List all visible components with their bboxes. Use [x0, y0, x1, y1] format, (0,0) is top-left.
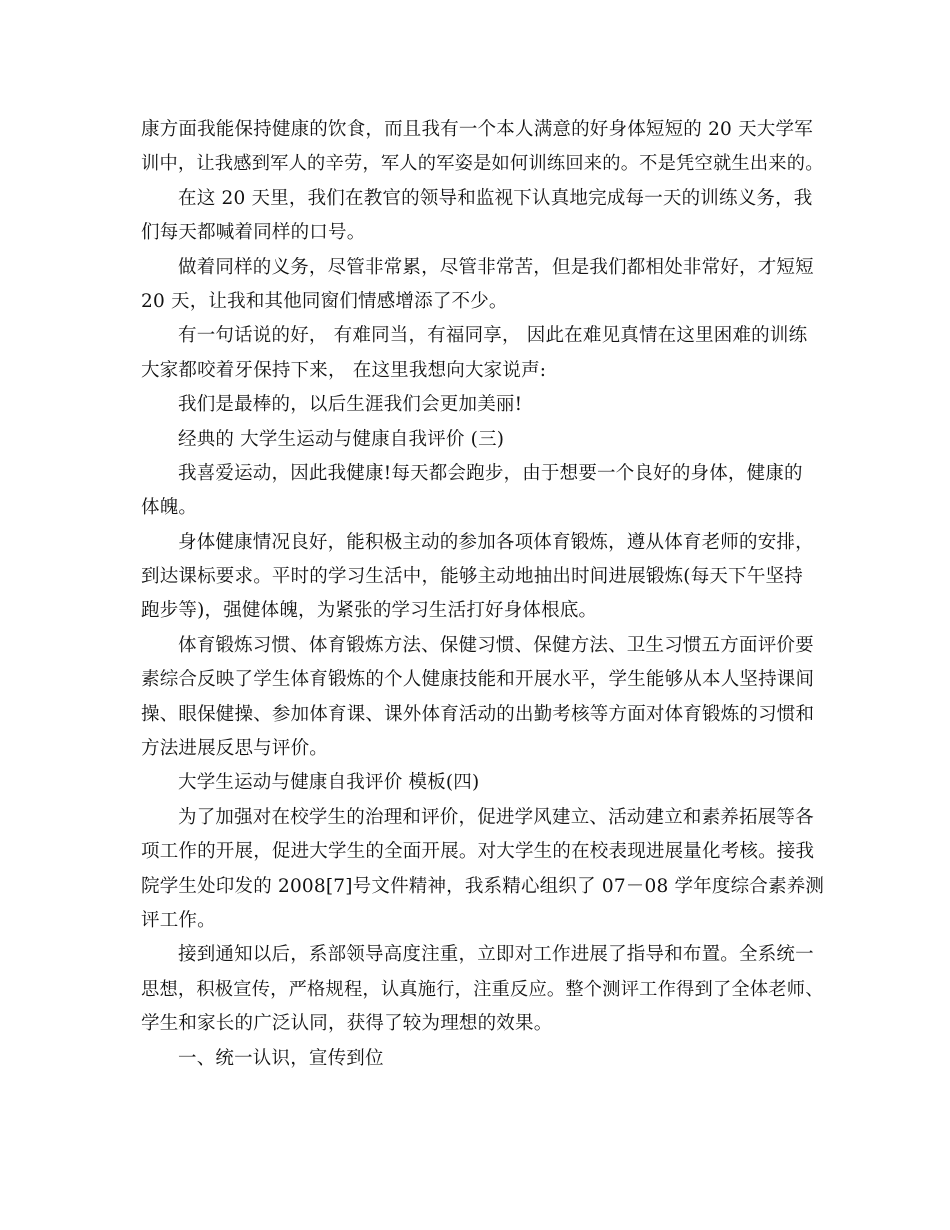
text-line: 康方面我能保持健康的饮食，而且我有一个本人满意的好身体短短的 20 天大学军 — [141, 119, 813, 140]
text-line: 身体健康情况良好，能积极主动的参加各项体育锻炼，遵从体育老师的安排， — [178, 531, 814, 553]
text-line: 学生和家长的广泛认同，获得了较为理想的效果。 — [141, 1013, 553, 1035]
text-line: 在这 20 天里，我们在教官的领导和监视下认真地完成每一天的训练义务，我 — [178, 187, 813, 209]
text-line: 接到通知以后，系部领导高度注重，立即对工作进展了指导和布置。全系统一 — [178, 944, 814, 966]
section-heading: 经典的 大学生运动与健康自我评价 (三) — [178, 428, 505, 450]
section-heading: 一、统一认识，宣传到位 — [178, 1047, 384, 1069]
text-line: 大家都咬着牙保持下来， 在这里我想向大家说声: — [141, 359, 547, 381]
text-line: 素综合反映了学生体育锻炼的个人健康技能和开展水平，学生能够从本人坚持课间 — [141, 669, 815, 691]
text-line: 我们是最棒的，以后生涯我们会更加美丽! — [178, 394, 523, 416]
text-line: 有一句话说的好， 有难同当，有福同享， 因此在难见真情在这里困难的训练 — [178, 325, 808, 347]
document-body — [141, 113, 825, 1076]
text-line: 做着同样的义务，尽管非常累，尽管非常苦，但是我们都相处非常好，才短短 — [178, 256, 814, 278]
text-line: 评工作。 — [141, 909, 216, 931]
text-line: 操、眼保健操、参加体育课、课外体育活动的出勤考核等方面对体育锻炼的习惯和 — [141, 703, 815, 725]
text-line: 项工作的开展，促进大学生的全面开展。对大学生的在校表现进展量化考核。接我 — [141, 841, 815, 863]
text-line: 跑步等)，强健体魄，为紧张的学习生活打好身体根底。 — [141, 600, 598, 622]
text-line: 们每天都喊着同样的口号。 — [141, 222, 366, 244]
text-line: 体魄。 — [141, 497, 198, 519]
text-line: 到达课标要求。平时的学习生活中，能够主动地抽出时间进展锻炼(每天下午坚持 — [141, 566, 803, 588]
text-line: 训中，让我感到军人的辛劳，军人的军姿是如何训练回来的。不是凭空就生出来的。 — [141, 153, 824, 175]
text-line: 方法进展反思与评价。 — [141, 738, 329, 760]
text-line: 为了加强对在校学生的治理和评价，促进学风建立、活动建立和素养拓展等各 — [178, 806, 814, 828]
section-heading: 大学生运动与健康自我评价 模板(四) — [178, 772, 480, 794]
text-line: 思想，积极宣传，严格规程，认真施行，注重反应。整个测评工作得到了全体老师、 — [141, 978, 824, 1000]
text-line: 我喜爱运动，因此我健康!每天都会跑步，由于想要一个良好的身体，健康的 — [178, 462, 803, 484]
text-line: 20 天，让我和其他同窗们情感增添了不少。 — [141, 290, 508, 312]
text-line: 院学生处印发的 2008[7]号文件精神，我系精心组织了 07－08 学年度综合素养测 — [141, 875, 825, 897]
text-line: 体育锻炼习惯、体育锻炼方法、保健习惯、保健方法、卫生习惯五方面评价要 — [178, 634, 814, 656]
